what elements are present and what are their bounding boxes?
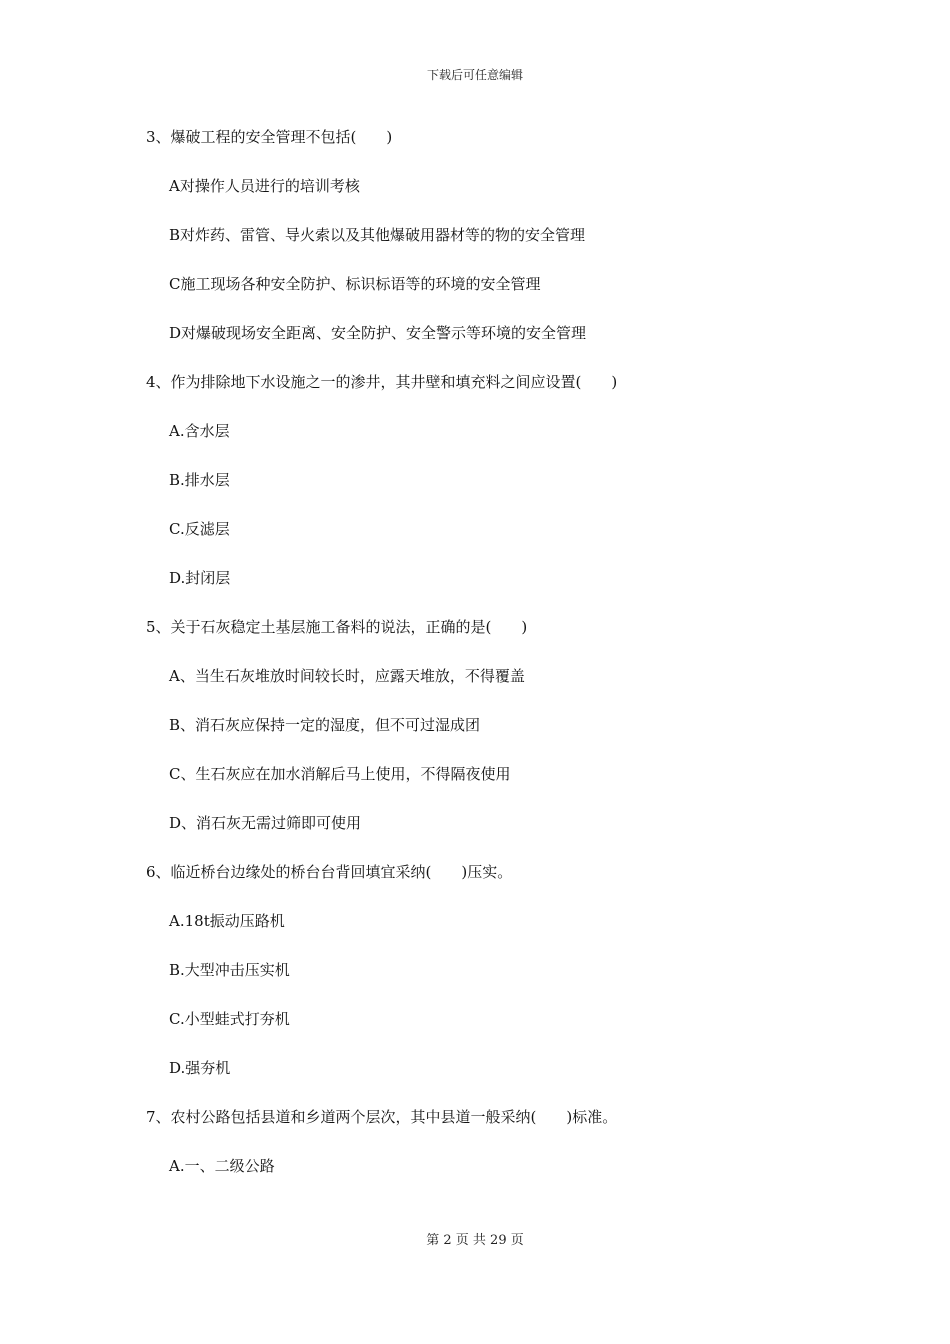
question-5 bbox=[146, 612, 826, 838]
option-d: D.封闭层 bbox=[169, 569, 231, 587]
question-stem: 6、临近桥台边缘处的桥台台背回填宜采纳( )压实。 bbox=[146, 863, 513, 881]
option-b: B.排水层 bbox=[169, 471, 230, 489]
option-a: A.18t振动压路机 bbox=[169, 912, 285, 930]
option-a: A.含水层 bbox=[169, 422, 230, 440]
question-stem: 7、农村公路包括县道和乡道两个层次，其中县道一般采纳( )标准。 bbox=[146, 1108, 618, 1126]
option-c: C施工现场各种安全防护、标识标语等的环境的安全管理 bbox=[169, 275, 541, 293]
option-d: D对爆破现场安全距离、安全防护、安全警示等环境的安全管理 bbox=[169, 324, 587, 342]
option-b: B对炸药、雷管、导火索以及其他爆破用器材等的物的安全管理 bbox=[169, 226, 586, 244]
question-6 bbox=[146, 857, 826, 1083]
question-4 bbox=[146, 367, 826, 593]
question-list bbox=[146, 122, 826, 1200]
option-a: A对操作人员进行的培训考核 bbox=[169, 177, 360, 195]
question-stem: 5、关于石灰稳定土基层施工备料的说法，正确的是( ) bbox=[146, 618, 528, 636]
question-stem: 4、作为排除地下水设施之一的渗井，其井壁和填充料之间应设置( ) bbox=[146, 373, 618, 391]
option-b: B、消石灰应保持一定的湿度，但不可过湿成团 bbox=[169, 716, 481, 734]
option-c: C、生石灰应在加水消解后马上使用，不得隔夜使用 bbox=[169, 765, 511, 783]
option-c: C.反滤层 bbox=[169, 520, 230, 538]
option-c: C.小型蛙式打夯机 bbox=[169, 1010, 290, 1028]
page-header: 下载后可任意编辑 bbox=[426, 68, 523, 82]
page-footer: 第 2 页 共 29 页 bbox=[426, 1233, 524, 1248]
question-3 bbox=[146, 122, 826, 348]
option-d: D、消石灰无需过筛即可使用 bbox=[169, 814, 362, 832]
option-d: D.强夯机 bbox=[169, 1059, 231, 1077]
option-a: A.一、二级公路 bbox=[169, 1157, 275, 1175]
question-stem: 3、爆破工程的安全管理不包括( ) bbox=[146, 128, 393, 146]
option-a: A、当生石灰堆放时间较长时，应露天堆放，不得覆盖 bbox=[169, 667, 525, 685]
question-7 bbox=[146, 1102, 826, 1181]
option-b: B.大型冲击压实机 bbox=[169, 961, 290, 979]
